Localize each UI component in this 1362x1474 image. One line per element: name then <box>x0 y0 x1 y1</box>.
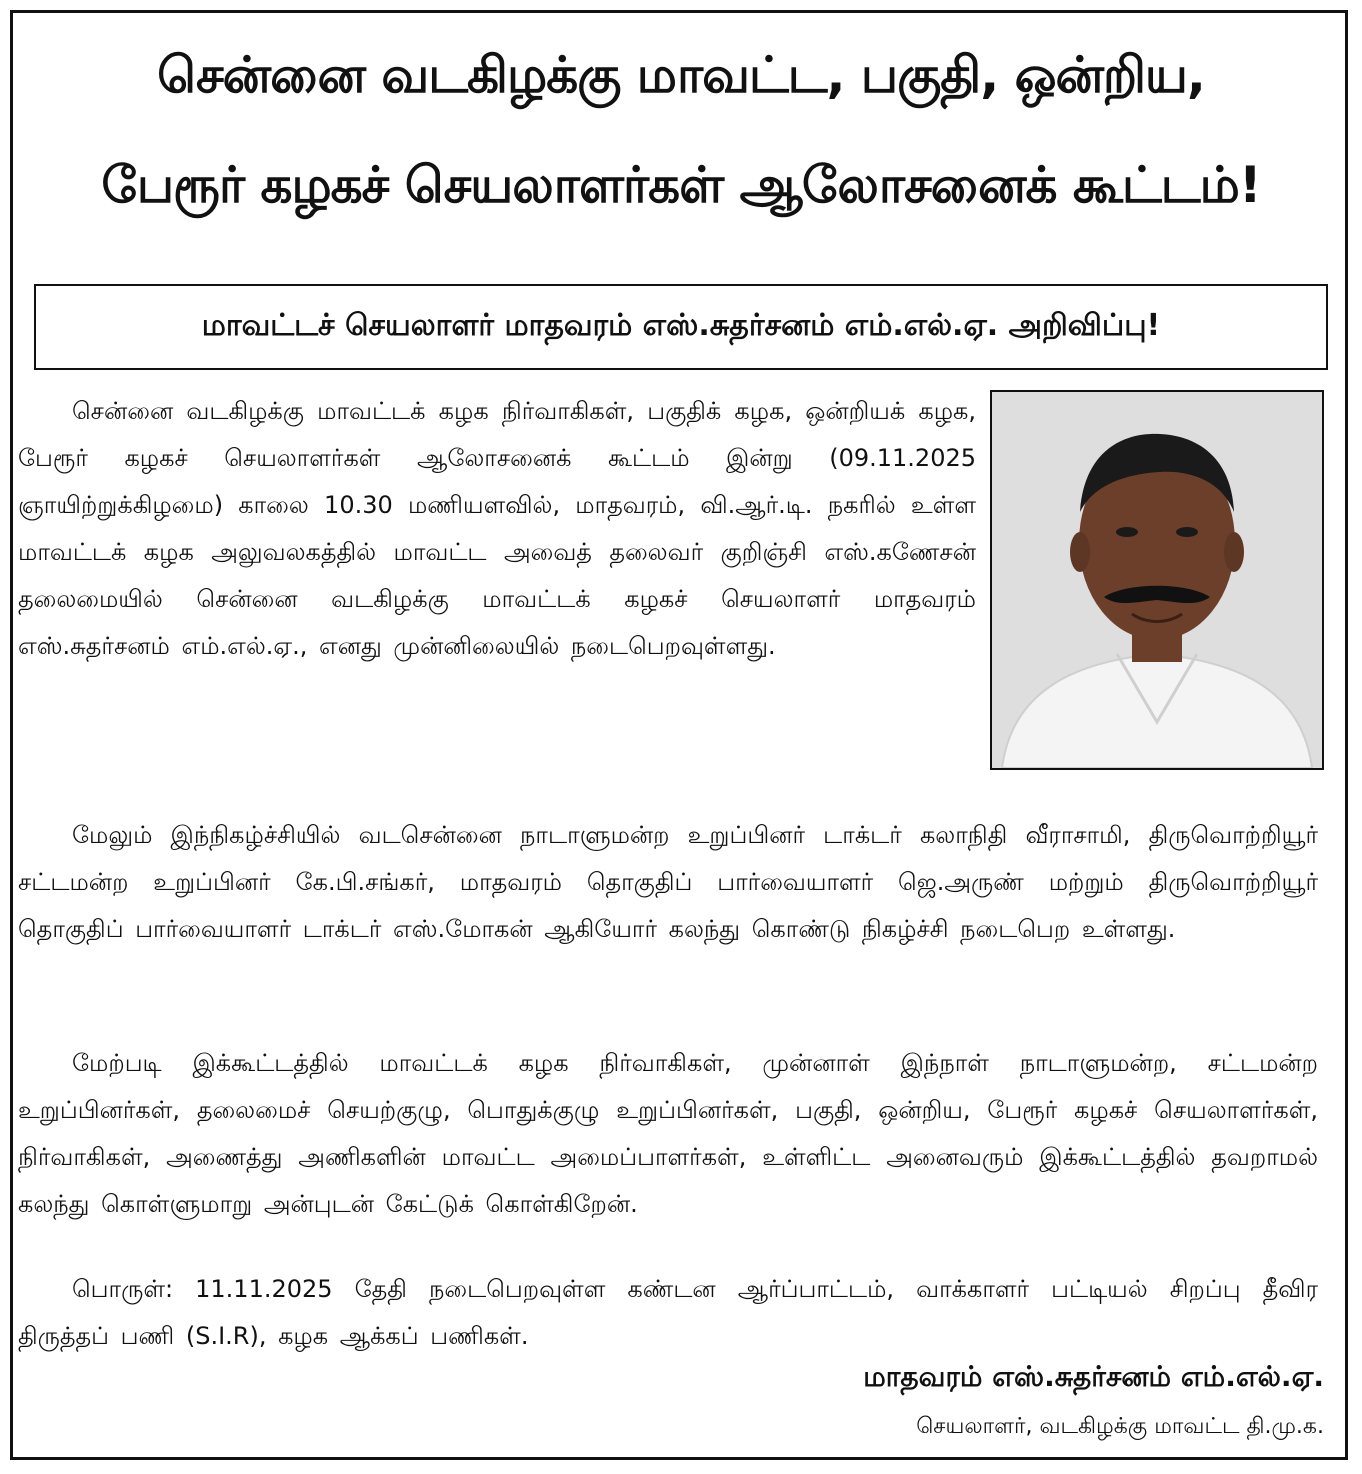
signature-designation: செயலாளர், வடகிழக்கு மாவட்ட தி.மு.க. <box>916 1414 1324 1439</box>
paragraph-participants: மேலும் இந்நிகழ்ச்சியில் வடசென்னை நாடாளுமன்ற உறுப்பினர் டாக்டர் கலாநிதி வீராசாமி, திருவொற்றியூர் சட்டமன்ற உறுப்பினர் கே.பி.சங்கர், மாதவரம் தொகுதிப் பார்வையாளர் ஜெ.அருண் மற்றும் திருவொற்றியூர் தொகுதிப் பார்வையாளர் டாக்டர் எஸ்.மோகன் ஆகியோர் கலந்து கொண்டு நிகழ்ச்சி நடைபெற உள்ளது. <box>18 821 1318 943</box>
portrait-photo <box>990 390 1324 770</box>
paragraph-agenda: பொருள்: 11.11.2025 தேதி நடைபெறவுள்ள கண்டன ஆர்ப்பாட்டம், வாக்காளர் பட்டியல் சிறப்பு தீவிர திருத்தப் பணி (S.I.R), கழக ஆக்கப் பணிகள். <box>18 1275 1318 1350</box>
paragraph-meeting-details: சென்னை வடகிழக்கு மாவட்டக் கழக நிர்வாகிகள், பகுதிக் கழக, ஒன்றியக் கழக, பேரூர் கழகச் செயலாளர்கள் ஆலோசனைக் கூட்டம் இன்று (09.11.2025 ஞாயிற்றுக்கிழமை) காலை 10.30 மணியளவில், மாதவரம், வி.ஆர்.டி. நகரில் உள்ள மாவட்டக் கழக அலுவலகத்தில் மாவட்ட அவைத் தலைவர் குறிஞ்சி எஸ்.கணேசன் தலைமையில் சென்னை வடகிழக்கு மாவட்டக் கழகச் செயலாளர் மாதவரம் எஸ்.சுதர்சனம் எம்.எல்.ஏ., எனது முன்னிலையில் நடைபெறவுள்ளது. <box>18 397 976 660</box>
headline-line-1: சென்னை வடகிழக்கு மாவட்ட, பகுதி, ஒன்றிய, <box>157 46 1205 104</box>
paragraph-invitation: மேற்படி இக்கூட்டத்தில் மாவட்டக் கழக நிர்வாகிகள், முன்னாள் இந்நாள் நாடாளுமன்ற, சட்டமன்ற உறுப்பினர்கள், தலைமைச் செயற்குழு, பொதுக்குழு உறுப்பினர்கள், பகுதி, ஒன்றிய, பேரூர் கழகச் செயலாளர்கள், நிர்வாகிகள், அணைத்து அணிகளின் மாவட்ட அமைப்பாளர்கள், உள்ளிட்ட அனைவரும் இக்கூட்டத்தில் தவறாமல் கலந்து கொள்ளுமாறு அன்புடன் கேட்டுக் கொள்கிறேன். <box>18 1049 1318 1218</box>
subheading: மாவட்டச் செயலாளர் மாதவரம் எஸ்.சுதர்சனம் எம்.எல்.ஏ. அறிவிப்பு! <box>201 307 1161 343</box>
portrait-illustration <box>992 392 1322 768</box>
signature-name: மாதவரம் எஸ்.சுதர்சனம் எம்.எல்.ஏ. <box>863 1360 1324 1393</box>
headline-line-2: பேரூர் கழகச் செயலாளர்கள் ஆலோசனைக் கூட்டம்! <box>101 156 1261 214</box>
subheading-box <box>34 284 1328 370</box>
